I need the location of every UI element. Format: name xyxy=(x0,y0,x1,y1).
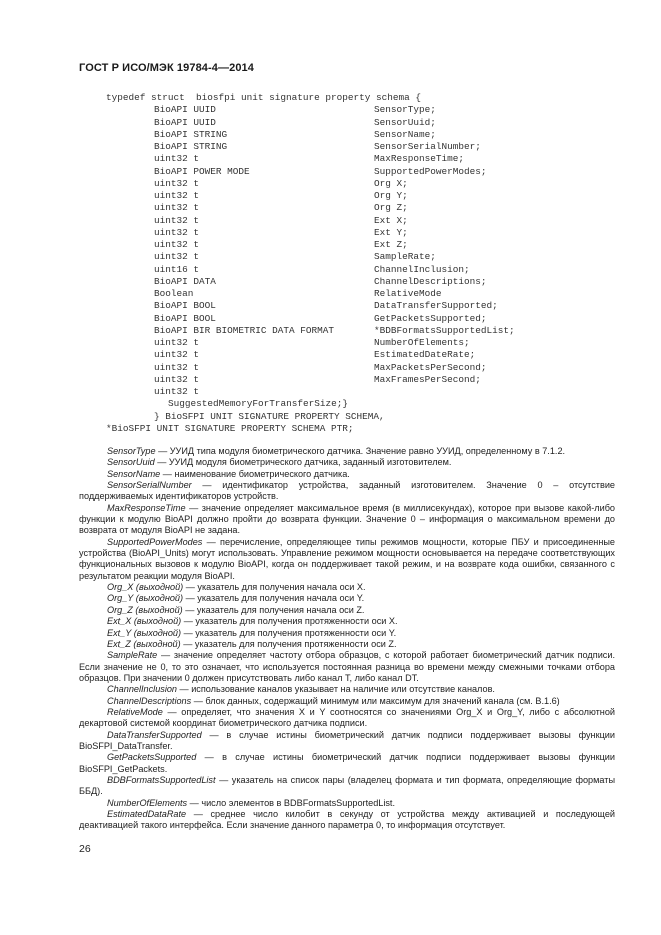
code-field-line xyxy=(106,337,626,349)
description-paragraph xyxy=(79,696,615,707)
description-paragraph xyxy=(79,752,615,775)
code-fields xyxy=(106,104,626,398)
field-term: BDBFormatsSupportedList xyxy=(107,774,216,785)
code-field-type: BioAPI STRING xyxy=(154,141,228,152)
description-paragraph xyxy=(79,684,615,695)
code-line-close: } BioSFPI UNIT SIGNATURE PROPERTY SCHEMA, xyxy=(154,410,385,422)
code-field-type: uint16 t xyxy=(154,263,200,275)
description-paragraph xyxy=(79,457,615,468)
description-paragraph xyxy=(79,537,615,582)
code-field-name: Org X; xyxy=(374,177,408,189)
code-field-line xyxy=(106,349,626,361)
field-description: — указатель для получения протяженности оси X. xyxy=(181,616,398,627)
code-field-line xyxy=(106,166,626,178)
code-field-line xyxy=(106,386,626,398)
field-term: ChannelInclusion xyxy=(107,684,178,695)
code-field-line xyxy=(106,300,626,312)
field-term: MaxResponseTime xyxy=(107,502,186,513)
code-field-name: MaxResponseTime; xyxy=(374,153,465,165)
code-field-type: BioAPI STRING xyxy=(154,128,228,140)
code-field-name: SensorSerialNumber; xyxy=(374,141,481,152)
field-term: SensorName xyxy=(107,468,161,479)
code-field-name: Org Z; xyxy=(374,202,408,214)
field-term: NumberOfElements xyxy=(107,797,188,808)
description-paragraph xyxy=(79,582,615,593)
field-description: — перечисление, определяющее типы режимов мощности, которые ПБУ и присоединенные устройства (BioAPI_Units) могут использовать. Управление режимом мощности основывается на передаче соответствующих функциональных вызовов к модулю BioAPI, когда он поддерживает такой режим, и на возврате кода ошибки, связанного с результатом реакции модуля BioAPI. xyxy=(79,536,615,581)
code-field-type: uint32 t xyxy=(154,226,200,238)
code-field-type: BioAPI POWER MODE xyxy=(154,165,250,177)
code-field-type: BioAPI DATA xyxy=(154,275,216,287)
field-description: — определяет, что значения X и Y соотносятся со значениями Org_X и Org_Y, либо с абсолютной декартовой системой координат биометрического датчика подписи. xyxy=(79,706,615,729)
code-line-ptr: *BioSFPI UNIT SIGNATURE PROPERTY SCHEMA PTR; xyxy=(106,422,354,434)
field-term: EstimatedDataRate xyxy=(107,809,187,819)
code-field-type: uint32 t xyxy=(154,251,200,263)
field-description: — значение определяет частоту отбора образцов, с которой работает биометрический датчик подписи. Если значение не 0, то это означает, что используется постоянная разница во времени между смежными точками отбора образцов. При значении 0 должен присутствовать либо канал T, либо канал DT. xyxy=(79,650,615,683)
code-field-name: ChannelDescriptions; xyxy=(374,275,487,287)
field-description: — в случае истины биометрический датчик подписи поддерживает вызовы функции BioSFPI_GetPackets. xyxy=(79,752,615,774)
description-paragraph xyxy=(79,775,615,798)
code-field-type: BioAPI BOOL xyxy=(154,300,216,312)
code-field-line xyxy=(106,325,626,337)
field-description: — значение определяет максимальное время (в миллисекундах), которое при вызове какой-либо функции к модулю BioAPI должно пройти до возврата функции. Значение 0 – информация о максимальном времени до возврата от модуля BioAPI не задана. xyxy=(79,502,615,536)
field-description: — указатель для получения начала оси X. xyxy=(183,582,366,593)
field-description: — в случае истины биометрический датчик подписи поддерживает вызовы функции BioSFPI_DataTransfer. xyxy=(79,729,615,751)
code-field-type: uint32 t xyxy=(154,349,200,361)
field-description: — указатель для получения начала оси Y. xyxy=(183,593,365,604)
description-paragraph xyxy=(79,593,615,604)
code-field-type: uint32 t xyxy=(154,202,200,214)
description-paragraph xyxy=(79,480,615,503)
code-field-type: BioAPI UUID xyxy=(154,104,216,116)
field-term: Ext_X (выходной) xyxy=(107,616,182,627)
description-paragraph xyxy=(79,707,615,730)
field-term: ChannelDescriptions xyxy=(107,695,192,706)
code-field-name: EstimatedDateRate; xyxy=(374,349,476,361)
code-field-name: SensorType; xyxy=(374,104,436,116)
field-description: — среднее число килобит в секунду от устройства между активацией и последующей деактивацией такого интерфейса. Если значение данного параметра 0, то информация отсутствует. xyxy=(79,809,615,831)
field-term: SupportedPowerModes xyxy=(107,536,203,547)
description-paragraph xyxy=(79,605,615,616)
field-description: — число элементов в BDBFormatsSupportedList. xyxy=(187,797,395,808)
code-field-line xyxy=(106,362,626,374)
field-term: RelativeMode xyxy=(107,706,163,717)
field-term: SensorUuid xyxy=(107,457,155,468)
code-field-line xyxy=(106,313,626,325)
field-description: — использование каналов указывает на наличие или отсутствие каналов. xyxy=(177,684,495,695)
field-term: Org_Z (выходной) xyxy=(107,604,183,615)
code-field-type: BioAPI BIR BIOMETRIC DATA FORMAT xyxy=(154,324,335,336)
code-field-name: SensorUuid; xyxy=(374,116,436,128)
code-field-type: uint32 t xyxy=(154,214,200,226)
code-field-name: SupportedPowerModes; xyxy=(374,165,487,177)
code-field-line xyxy=(106,276,626,288)
code-field-line xyxy=(106,104,626,116)
field-description: — указатель для получения протяженности оси Z. xyxy=(180,638,397,649)
code-field-type: uint32 t xyxy=(154,153,200,165)
field-description: — идентификатор устройства, заданный изготовителем. Значение 0 – отсутствие поддерживаемых идентификаторов устройств. xyxy=(79,480,615,502)
field-term: GetPacketsSupported xyxy=(107,752,197,763)
code-field-line xyxy=(106,141,626,153)
code-field-line xyxy=(106,264,626,276)
field-description: — блок данных, содержащий минимум или максимум для значений канала (см. B.1.6) xyxy=(191,695,560,706)
code-field-type: uint32 t xyxy=(154,177,200,189)
field-description: — указатель на список пары (владелец формата и тип формата, определяющие форматы ББД). xyxy=(79,774,615,797)
description-paragraph xyxy=(79,650,615,684)
document-header: ГОСТ Р ИСО/МЭК 19784-4—2014 xyxy=(79,62,254,74)
field-term: SensorSerialNumber xyxy=(107,480,192,491)
code-field-name: *BDBFormatsSupportedList; xyxy=(374,324,515,336)
field-descriptions xyxy=(79,446,615,832)
description-paragraph xyxy=(79,639,615,650)
code-field-name: ChannelInclusion; xyxy=(374,263,470,275)
code-field-line xyxy=(106,178,626,190)
code-field-name: NumberOfElements; xyxy=(374,337,470,348)
description-paragraph xyxy=(79,503,615,537)
description-paragraph xyxy=(79,730,615,753)
field-term: SensorType xyxy=(107,446,156,456)
code-field-name: GetPacketsSupported; xyxy=(374,312,487,324)
code-field-line xyxy=(106,227,626,239)
field-description: — УУИД типа модуля биометрического датчика. Значение равно УУИД, определенному в 7.1.2. xyxy=(155,446,566,456)
field-term: DataTransferSupported xyxy=(107,729,202,740)
code-field-line xyxy=(106,374,626,386)
code-field-name: Ext Y; xyxy=(374,226,408,238)
code-field-line xyxy=(106,251,626,263)
code-field-type: uint32 t xyxy=(154,239,200,250)
code-field-type: uint32 t xyxy=(154,337,200,348)
code-field-name: SensorName; xyxy=(374,128,436,140)
code-field-line xyxy=(106,215,626,227)
description-paragraph xyxy=(79,446,615,457)
code-field-line xyxy=(106,202,626,214)
code-line-open: typedef struct biosfpi unit signature property schema { xyxy=(106,92,422,103)
code-field-name: MaxPacketsPerSecond; xyxy=(374,361,487,373)
code-field-name: DataTransferSupported; xyxy=(374,300,498,312)
code-field-name: RelativeMode xyxy=(374,288,442,299)
code-field-type: uint32 t xyxy=(154,373,200,385)
description-paragraph xyxy=(79,628,615,639)
code-field-name: Ext Z; xyxy=(374,239,408,250)
code-field-line xyxy=(106,129,626,141)
code-field-line xyxy=(106,190,626,202)
code-field-type: BioAPI BOOL xyxy=(154,312,216,324)
code-field-line xyxy=(106,117,626,129)
description-paragraph xyxy=(79,469,615,480)
field-term: Org_X (выходной) xyxy=(107,582,184,593)
code-field-line xyxy=(106,153,626,165)
code-field-name: Ext X; xyxy=(374,214,408,226)
code-listing xyxy=(106,92,626,435)
code-field-type: Boolean xyxy=(154,288,194,299)
field-description: — указатель для получения начала оси Z. xyxy=(182,604,365,615)
field-term: Ext_Y (выходной) xyxy=(107,627,182,638)
field-description: — наименование биометрического датчика. xyxy=(160,468,350,479)
page-number: 26 xyxy=(79,843,91,855)
code-field-name: MaxFramesPerSecond; xyxy=(374,373,481,385)
code-line-last-field: SuggestedMemoryForTransferSize;} xyxy=(168,398,349,410)
field-description: — указатель для получения протяженности оси Y. xyxy=(181,627,397,638)
field-term: SampleRate xyxy=(107,650,158,661)
code-field-type: uint32 t xyxy=(154,190,200,201)
code-field-name: SampleRate; xyxy=(374,251,436,263)
field-term: Ext_Z (выходной) xyxy=(107,638,181,649)
code-field-type: BioAPI UUID xyxy=(154,116,216,128)
description-paragraph xyxy=(79,809,615,832)
code-field-type: uint32 t xyxy=(154,386,200,397)
code-field-line xyxy=(106,239,626,251)
field-description: — УУИД модуля биометрического датчика, заданный изготовителем. xyxy=(154,457,452,468)
description-paragraph xyxy=(79,798,615,809)
code-field-name: Org Y; xyxy=(374,190,408,201)
code-field-type: uint32 t xyxy=(154,361,200,373)
code-field-line xyxy=(106,288,626,300)
description-paragraph xyxy=(79,616,615,627)
field-term: Org_Y (выходной) xyxy=(107,593,184,604)
